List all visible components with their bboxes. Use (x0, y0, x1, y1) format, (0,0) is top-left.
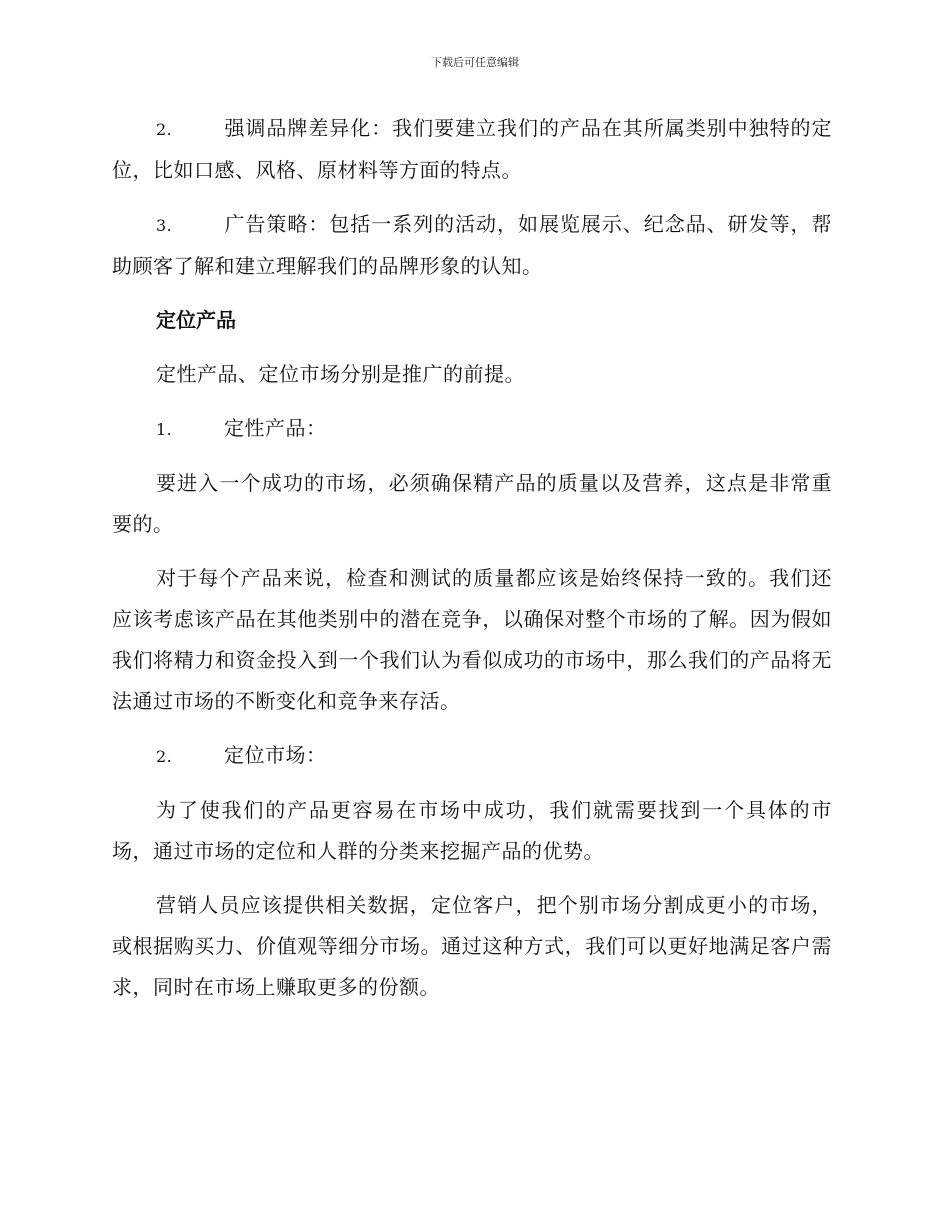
paragraph: 为了使我们的产品更容易在市场中成功，我们就需要找到一个具体的市场，通过市场的定位和人群的分类来挖掘产品的优势。 (112, 798, 832, 863)
document-body (112, 108, 832, 1021)
list-item-ad-strategy (112, 204, 832, 287)
page-header: 下载后可任意编辑 (431, 56, 519, 69)
list-number: 2. (156, 120, 173, 139)
list-item-text: 定性产品： (224, 416, 327, 440)
list-item-text: 定位市场： (224, 743, 327, 767)
list-item-text: 广告策略：包括一系列的活动，如展览展示、纪念品、研发等，帮助顾客了解和建立理解我们的品牌形象的认知。 (112, 212, 832, 278)
list-item-brand-differentiation (112, 108, 832, 191)
list-number: 2. (156, 747, 173, 766)
list-item-position-market (112, 735, 832, 777)
paragraph: 要进入一个成功的市场，必须确保精产品的质量以及营养，这点是非常重要的。 (112, 471, 832, 536)
paragraph: 营销人员应该提供相关数据，定位客户，把个别市场分割成更小的市场，或根据购买力、价值观等细分市场。通过这种方式，我们可以更好地满足客户需求，同时在市场上赚取更多的份额。 (112, 893, 832, 999)
paragraph: 对于每个产品来说，检查和测试的质量都应该是始终保持一致的。我们还应该考虑该产品在其他类别中的潜在竞争，以确保对整个市场的了解。因为假如我们将精力和资金投入到一个我们认为看似成功的市场中，那么我们的产品将无法通过市场的不断变化和竞争来存活。 (112, 566, 832, 713)
list-number: 1. (156, 420, 173, 439)
list-item-text: 强调品牌差异化：我们要建立我们的产品在其所属类别中独特的定位，比如口感、风格、原材料等方面的特点。 (112, 116, 832, 182)
paragraph: 定性产品、定位市场分别是推广的前提。 (156, 362, 525, 386)
list-number: 3. (156, 216, 173, 235)
section-heading: 定位产品 (156, 308, 236, 332)
list-item-qualitative-product (112, 408, 832, 450)
